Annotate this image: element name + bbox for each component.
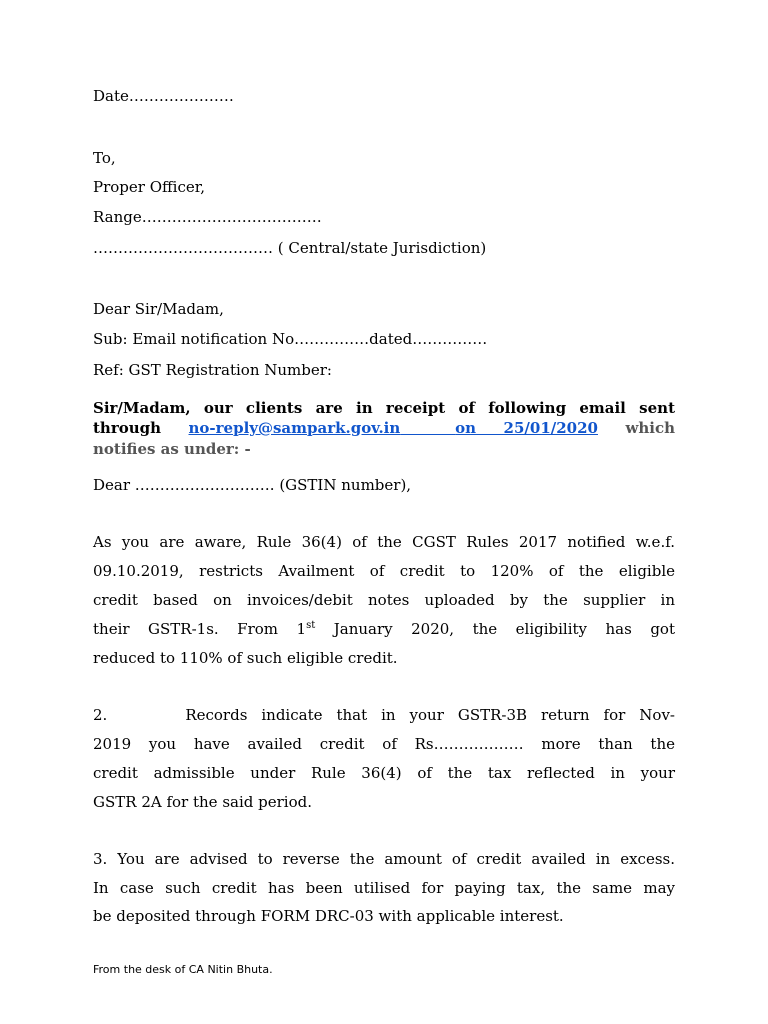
quoted-dear-line: Dear ………………………. (GSTIN number),: [93, 476, 412, 494]
jurisdiction-line: ……………………………… ( Central/state Jurisdiction): [93, 239, 487, 257]
intro-which: which: [625, 419, 675, 437]
para1-line-4: [93, 620, 675, 638]
salutation: Dear Sir/Madam,: [93, 300, 224, 318]
range-line: Range………………………………: [93, 208, 322, 226]
para1-line-3: credit based on invoices/debit notes uploaded by the supplier in: [93, 591, 675, 609]
para3-line-3: be deposited through FORM DRC-03 with applicable interest.: [93, 907, 564, 925]
para2-line-1-text: Records indicate that in your GSTR-3B return for Nov-: [185, 706, 675, 724]
para1-line-4a: their GSTR-1s. From 1: [93, 620, 307, 638]
subject-line: Sub: Email notification No……………dated……………: [93, 330, 488, 348]
email-date: on 25/01/2020: [455, 419, 598, 437]
para1-line-5: reduced to 110% of such eligible credit.: [93, 649, 398, 667]
para1-line-4b: January 2020, the eligibility has got: [315, 620, 675, 638]
para3-line-2: In case such credit has been utilised for paying tax, the same may: [93, 879, 675, 897]
para1-line-1: As you are aware, Rule 36(4) of the CGST Rules 2017 notified w.e.f.: [93, 533, 675, 551]
intro-line-1: Sir/Madam, our clients are in receipt of following email sent: [93, 399, 675, 417]
para2-number: 2.: [93, 706, 108, 724]
reference-line: Ref: GST Registration Number:: [93, 361, 332, 379]
superscript-st: st: [306, 620, 316, 631]
to-line: To,: [93, 149, 116, 167]
para2-line-3: credit admissible under Rule 36(4) of the tax reflected in your: [93, 764, 675, 782]
intro-line-2: [93, 419, 675, 437]
sender-email-text: no-reply@sampark.gov.in: [188, 419, 401, 437]
para2-line-4: GSTR 2A for the said period.: [93, 793, 312, 811]
intro-line-3: notifies as under: -: [93, 440, 251, 458]
para3-line-1: 3. You are advised to reverse the amount of credit availed in excess.: [93, 850, 675, 868]
footer-note: From the desk of CA Nitin Bhuta.: [93, 963, 273, 976]
date-line: Date…………………: [93, 87, 234, 105]
para2-line-2: 2019 you have availed credit of Rs……………… more than the: [93, 735, 675, 753]
para1-line-2: 09.10.2019, restricts Availment of credit to 120% of the eligible: [93, 562, 675, 580]
sender-email-link[interactable]: [189, 419, 598, 437]
officer-line: Proper Officer,: [93, 178, 206, 196]
intro-through: through: [93, 419, 162, 437]
para2-line-1: [93, 706, 675, 724]
